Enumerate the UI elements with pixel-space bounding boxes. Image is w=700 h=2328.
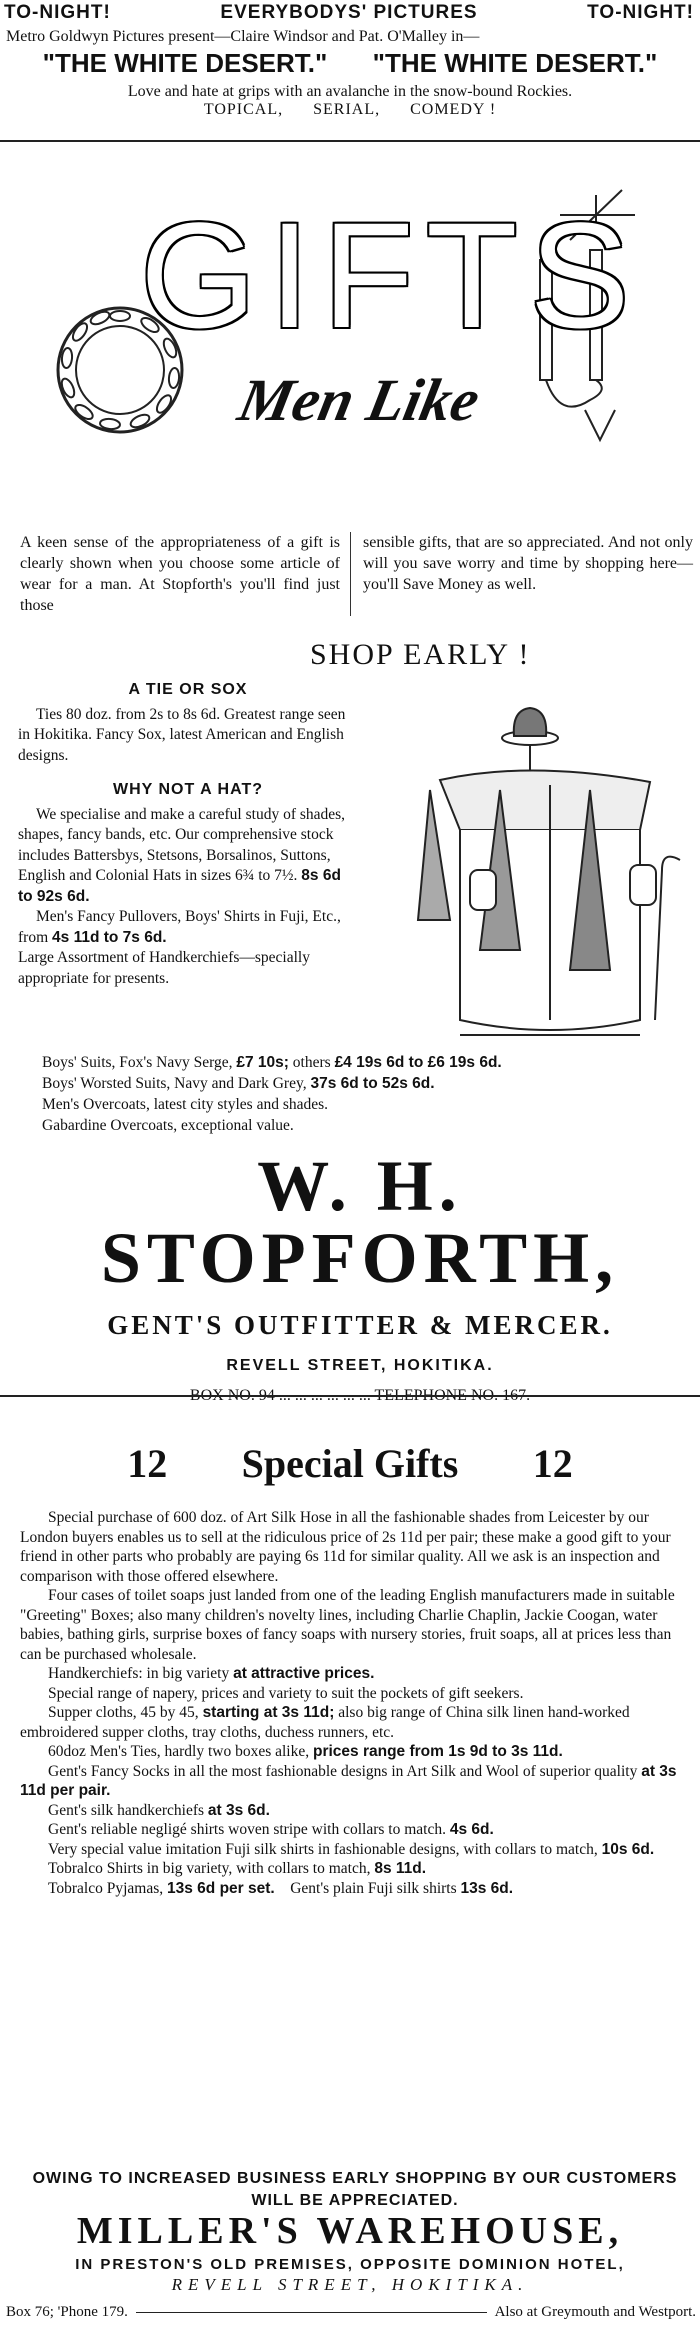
boys-suit-price: £7 10s; bbox=[236, 1054, 289, 1071]
handkerchief-para bbox=[20, 1664, 688, 1684]
tie-text: Ties 80 doz. from 2s to 8s 6d. Greatest range seen in Hokitika. Fancy Sox, latest American and English designs. bbox=[18, 705, 346, 764]
worsted-price: 37s 6d to 52s 6d. bbox=[310, 1075, 435, 1092]
fuji-plain-desc: Gent's plain Fuji silk shirts bbox=[290, 1879, 457, 1897]
miller-footer bbox=[6, 2304, 696, 2321]
stopforth-name: W. H. STOPFORTH, bbox=[100, 1146, 620, 1298]
special-gifts-title: Special Gifts bbox=[241, 1441, 459, 1486]
socks-para bbox=[20, 1762, 688, 1801]
men-like-headline: Men Like bbox=[232, 367, 486, 433]
stopforth-address: REVELL STREET, HOKITIKA. bbox=[226, 1357, 494, 1374]
stopforth-trade: GENT'S OUTFITTER & MERCER. bbox=[107, 1310, 613, 1340]
ties-desc: 60doz Men's Ties, hardly two boxes alike, bbox=[48, 1743, 310, 1760]
cinema-categories bbox=[0, 101, 700, 119]
supper-cloth-para bbox=[20, 1703, 688, 1742]
pullover-body: Men's Fancy Pullovers, Boys' Shirts in Fuji, Etc., from bbox=[18, 908, 341, 946]
tobralco-shirts-desc: Tobralco Shirts in big variety, with collars to match, bbox=[48, 1860, 371, 1877]
pyjamas-desc: Tobralco Pyjamas, bbox=[48, 1879, 164, 1897]
item-column bbox=[18, 680, 358, 989]
ties-price: prices range from 1s 9d to 3s 11d. bbox=[312, 1743, 563, 1760]
hose-para: Special purchase of 600 doz. of Art Silk Hose in all the fashionable shades from Leicester by our London buyers enables us to sell at the ridiculous price of 2s 11d per pair; these make a good gift to your friend in other parts who probably are paying 6s 11d for similar quality. All we ask is an inspection and comparison with those offered elsewhere. bbox=[20, 1509, 671, 1585]
boys-line-4: Gabardine Overcoats, exceptional value. bbox=[42, 1117, 294, 1134]
tie-heading: A TIE OR SOX bbox=[128, 681, 248, 698]
category-topical: TOPICAL, bbox=[203, 101, 284, 118]
tobralco-shirts-para bbox=[20, 1859, 688, 1879]
napery-para: Special range of napery, prices and variety to suit the pockets of gift seekers. bbox=[48, 1684, 524, 1702]
stopforth-block bbox=[40, 1146, 680, 1405]
miller-name: MILLER'S WAREHOUSE, bbox=[76, 2210, 624, 2252]
handkerchief-price: at attractive prices. bbox=[233, 1665, 375, 1682]
ties-para bbox=[20, 1742, 688, 1762]
worsted-desc: Boys' Worsted Suits, Navy and Dark Grey, bbox=[42, 1075, 307, 1092]
negligee-desc: Gent's reliable negligé shirts woven stripe with collars to match. bbox=[48, 1821, 446, 1838]
divider bbox=[0, 1395, 700, 1397]
tonight-left: TO-NIGHT! bbox=[4, 2, 111, 23]
gifts-headline: GIFTS bbox=[140, 191, 642, 359]
supper-cloth-desc: Supper cloths, 45 by 45, bbox=[48, 1704, 199, 1721]
fuji-plain-price: 13s 6d. bbox=[460, 1879, 514, 1897]
boys-suits-list bbox=[42, 1052, 692, 1136]
film-title-right: "THE WHITE DESERT." bbox=[372, 48, 658, 78]
miller-street: REVELL STREET, HOKITIKA. bbox=[171, 2275, 529, 2294]
intro-column-2: sensible gifts, that are so appreciated. And not only will you save worry and time by shopping here—you'll Save Money as well. bbox=[350, 532, 693, 616]
category-serial: SERIAL, bbox=[313, 101, 381, 118]
fuji-para bbox=[20, 1840, 688, 1860]
early-shopping-notice: OWING TO INCREASED BUSINESS EARLY SHOPPING BY OUR CUSTOMERS WILL BE APPRECIATED. bbox=[32, 2170, 678, 2209]
cinema-header bbox=[0, 0, 700, 24]
silk-hanky-price: at 3s 6d. bbox=[207, 1801, 270, 1819]
socks-price: at 3s 11d per pair. bbox=[20, 1762, 677, 1799]
hat-price: 8s 6d to 92s 6d. bbox=[18, 867, 341, 905]
boys-line-1 bbox=[42, 1052, 692, 1073]
hat-text bbox=[18, 805, 358, 908]
pyjamas-price: 13s 6d per set. bbox=[167, 1879, 275, 1897]
shop-early-heading: SHOP EARLY ! bbox=[310, 638, 531, 671]
handkerchief-text: Large Assortment of Handkerchiefs—specially appropriate for presents. bbox=[18, 949, 310, 987]
pullover-price: 4s 11d to 7s 6d. bbox=[52, 928, 167, 946]
footer-rule bbox=[136, 2312, 487, 2313]
soap-para: Four cases of toilet soaps just landed from one of the leading English manufacturers made in suitable "Greeting" Boxes; also many children's novelty lines, including Charlie Chaplin, Jackie Coogan, water babies, bathing girls, surprise boxes of fancy soaps with nursery stories, fruit soaps, all at prices less than can be purchased wholesale. bbox=[20, 1587, 675, 1663]
silk-hanky-para bbox=[20, 1801, 688, 1821]
stopforth-box: BOX NO. 94 ... ... ... ... ... ... TELEPHONE NO. 167. bbox=[189, 1387, 531, 1404]
film-titles bbox=[0, 46, 700, 79]
supper-cloth-more: also big range of China silk linen hand-worked embroidered supper cloths, tray cloths, duchess runners, etc. bbox=[20, 1704, 630, 1741]
cinema-tagline: Love and hate at grips with an avalanche in the snow-bound Rockies. bbox=[127, 83, 573, 100]
theatre-name: EVERYBODYS' PICTURES bbox=[220, 2, 478, 23]
miller-box: Box 76; 'Phone 179. bbox=[6, 2304, 128, 2320]
miller-location: IN PRESTON'S OLD PREMISES, OPPOSITE DOMINION HOTEL, bbox=[75, 2256, 625, 2273]
shirt-icon bbox=[418, 770, 650, 1030]
intro-text bbox=[20, 532, 700, 616]
special-gifts-header bbox=[0, 1440, 700, 1487]
handkerchief-desc: Handkerchiefs: in big variety bbox=[48, 1665, 230, 1682]
negligee-price: 4s 6d. bbox=[449, 1821, 494, 1838]
cinema-presents: Metro Goldwyn Pictures present—Claire Windsor and Pat. O'Malley in— bbox=[6, 28, 480, 45]
pyjamas-para bbox=[20, 1879, 688, 1899]
silk-hanky-desc: Gent's silk handkerchiefs bbox=[48, 1801, 205, 1819]
fuji-desc: Very special value imitation Fuji silk shirts in fashionable designs, with collars to match, bbox=[48, 1840, 598, 1858]
boys-line-2 bbox=[42, 1073, 692, 1094]
hat-heading: WHY NOT A HAT? bbox=[113, 781, 263, 798]
pullover-text bbox=[18, 907, 358, 948]
cinema-advert bbox=[0, 0, 700, 138]
clothing-stand-illustration bbox=[400, 690, 700, 1050]
film-title-left: "THE WHITE DESERT." bbox=[42, 48, 328, 78]
hat-text-body: We specialise and make a careful study of shades, shapes, fancy bands, etc. Our comprehensive stock includes Battersbys, Stetsons, Borsalinos, Suttons, English and Colonial Hats in sizes 6¾ to 7½. bbox=[18, 805, 346, 884]
tonight-right: TO-NIGHT! bbox=[587, 2, 694, 23]
fuji-price: 10s 6d. bbox=[601, 1840, 655, 1858]
negligee-para bbox=[20, 1820, 688, 1840]
supper-cloth-price: starting at 3s 11d; bbox=[202, 1704, 335, 1721]
socks-desc: Gent's Fancy Socks in all the most fashionable designs in Art Silk and Wool of superior quality bbox=[48, 1762, 638, 1780]
gifts-banner bbox=[0, 140, 700, 520]
special-gifts-body bbox=[20, 1508, 688, 1898]
miller-branches: Also at Greymouth and Westport. bbox=[494, 2304, 696, 2320]
boys-others: others bbox=[292, 1054, 331, 1071]
miller-warehouse bbox=[0, 2212, 700, 2295]
hat-on-stand-icon bbox=[502, 708, 558, 770]
category-comedy: COMEDY ! bbox=[410, 101, 497, 118]
gift-count-left: 12 bbox=[127, 1441, 168, 1486]
gift-count-right: 12 bbox=[532, 1441, 573, 1486]
boys-line-3: Men's Overcoats, latest city styles and shades. bbox=[42, 1096, 329, 1113]
boys-suit-desc: Boys' Suits, Fox's Navy Serge, bbox=[42, 1054, 233, 1071]
tobralco-shirts-price: 8s 11d. bbox=[374, 1860, 427, 1877]
special-gifts-advert bbox=[0, 1410, 700, 1897]
intro-column-1: A keen sense of the appropriateness of a gift is clearly shown when you choose some article of wear for a man. At Stopforth's you'll find just those bbox=[20, 534, 340, 614]
cane-icon bbox=[655, 857, 680, 1020]
boys-others-price: £4 19s 6d to £6 19s 6d. bbox=[334, 1054, 502, 1071]
